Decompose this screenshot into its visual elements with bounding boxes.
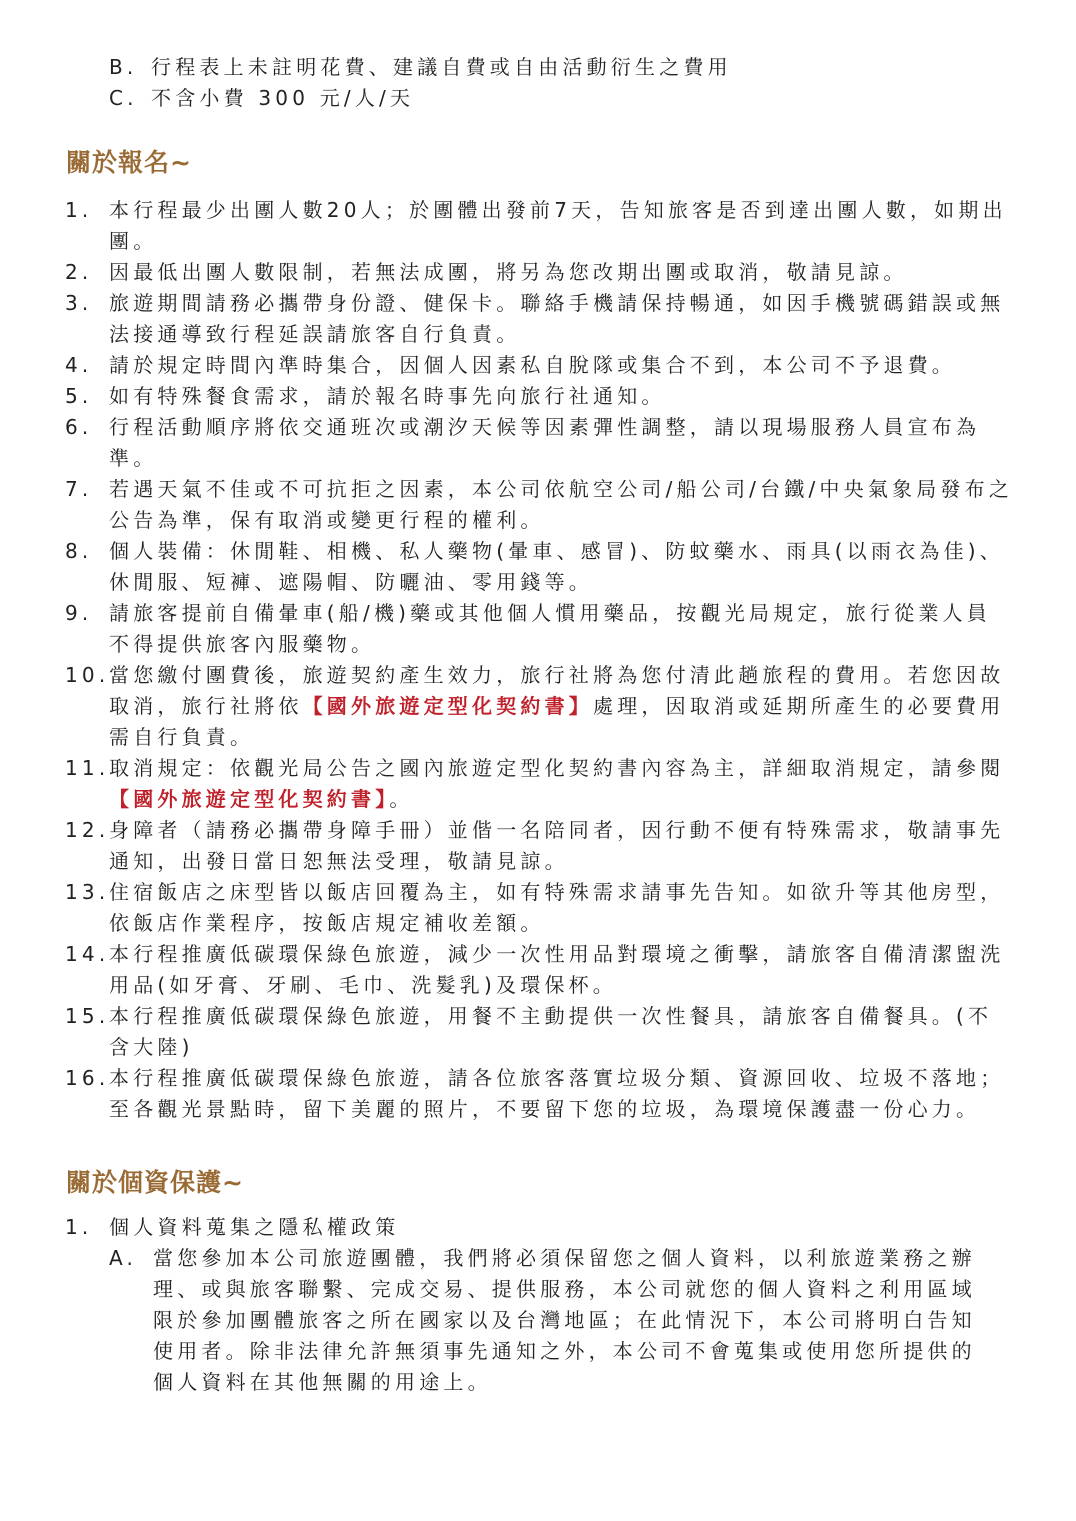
list-marker: 5. xyxy=(65,384,93,408)
list-marker: 9. xyxy=(65,601,93,625)
list-text: 請於規定時間內準時集合，因個人因素私自脫隊或集合不到，本公司不予退費。 xyxy=(109,353,956,377)
list-text: 本行程推廣低碳環保綠色旅遊，用餐不主動提供一次性餐具，請旅客自備餐具。(不含大陸) xyxy=(109,1004,993,1059)
list-text: 本行程推廣低碳環保綠色旅遊，請各位旅客落實垃圾分類、資源回收、垃圾不落地；至各觀光景點時，留下美麗的照片，不要留下您的垃圾，為環境保護盡一份心力。 xyxy=(109,1066,1005,1121)
privacy-list xyxy=(0,1212,1076,1398)
list-marker: 15. xyxy=(65,1004,110,1028)
list-item xyxy=(0,753,1076,815)
list-marker: 3. xyxy=(65,291,93,315)
list-marker: B. xyxy=(109,55,138,79)
list-item xyxy=(0,52,1076,83)
list-text-before: 取消規定：依觀光局公告之國內旅遊定型化契約書內容為主，詳細取消規定，請參閱 xyxy=(109,756,1005,780)
list-text-before: 當您繳付團費後，旅遊契約產生效力，旅行社將為您付清此趟旅程的費用。若您因故取消，旅行社將依 xyxy=(109,663,1005,718)
list-item xyxy=(0,877,1076,939)
list-marker: 16. xyxy=(65,1066,110,1090)
list-text: 如有特殊餐食需求，請於報名時事先向旅行社通知。 xyxy=(109,384,666,408)
contract-reference: 【國外旅遊定型化契約書】 xyxy=(109,787,390,811)
list-item xyxy=(0,598,1076,660)
list-item xyxy=(0,83,1076,114)
list-item xyxy=(0,412,1076,474)
list-marker: 4. xyxy=(65,353,93,377)
list-item xyxy=(0,815,1076,877)
list-item xyxy=(0,474,1076,536)
list-text xyxy=(109,660,1076,753)
list-text: 旅遊期間請務必攜帶身份證、健保卡。聯絡手機請保持暢通，如因手機號碼錯誤或無法接通導致行程延誤請旅客自行負責。 xyxy=(109,291,1005,346)
list-item xyxy=(0,1063,1076,1125)
list-text: 本行程最少出團人數20人；於團體出發前7天，告知旅客是否到達出團人數，如期出團。 xyxy=(109,198,1007,253)
list-item xyxy=(0,195,1076,257)
list-text: 行程表上未註明花費、建議自費或自由活動衍生之費用 xyxy=(151,55,732,79)
list-text: 住宿飯店之床型皆以飯店回覆為主，如有特殊需求請事先告知。如欲升等其他房型，依飯店作業程序，按飯店規定補收差額。 xyxy=(109,880,1005,935)
list-marker: 1. xyxy=(65,198,93,222)
list-marker: 8. xyxy=(65,539,93,563)
list-text: 當您參加本公司旅遊團體，我們將必須保留您之個人資料，以利旅遊業務之辦理、或與旅客聯繫、完成交易、提供服務，本公司就您的個人資料之利用區域限於參加團體旅客之所在國家以及台灣地區；在此情況下，本公司將明白告知使用者。除非法律允許無須事先通知之外，本公司不會蒐集或使用您所提供的個人資料在其他無關的用途上。 xyxy=(153,1246,976,1394)
list-marker: 10. xyxy=(65,663,110,687)
list-text: 本行程推廣低碳環保綠色旅遊，減少一次性用品對環境之衝擊，請旅客自備清潔盥洗用品(如牙膏、牙刷、毛巾、洗髮乳)及環保杯。 xyxy=(109,942,1005,997)
list-text: 因最低出團人數限制，若無法成團，將另為您改期出團或取消，敬請見諒。 xyxy=(109,260,908,284)
list-text-after: 。 xyxy=(389,787,414,811)
list-text: 身障者（請務必攜帶身障手冊）並偕一名陪同者，因行動不便有特殊需求，敬請事先通知，出發日當日恕無法受理，敬請見諒。 xyxy=(109,818,1005,873)
list-marker: 14. xyxy=(65,942,110,966)
list-text xyxy=(109,753,1076,815)
registration-list xyxy=(0,195,1076,1125)
list-marker: 1. xyxy=(65,1215,93,1239)
registration-heading: 關於報名~ xyxy=(66,148,192,177)
list-text: 個人裝備：休閒鞋、相機、私人藥物(暈車、感冒)、防蚊藥水、雨具(以雨衣為佳)、休閒服、短褲、遮陽帽、防曬油、零用錢等。 xyxy=(109,539,1005,594)
list-item xyxy=(0,288,1076,350)
list-text: 個人資料蒐集之隱私權政策 xyxy=(109,1215,400,1239)
list-item xyxy=(0,350,1076,381)
list-item xyxy=(0,939,1076,1001)
privacy-heading: 關於個資保護~ xyxy=(66,1168,244,1197)
list-text: 請旅客提前自備暈車(船/機)藥或其他個人慣用藥品，按觀光局規定，旅行從業人員不得提供旅客內服藥物。 xyxy=(109,601,991,656)
list-item xyxy=(0,381,1076,412)
list-text: 若遇天氣不佳或不可抗拒之因素，本公司依航空公司/船公司/台鐵/中央氣象局發布之公告為準，保有取消或變更行程的權利。 xyxy=(109,477,1014,532)
list-item xyxy=(0,257,1076,288)
list-marker: 13. xyxy=(65,880,110,904)
fee-exclusion-list xyxy=(0,52,1076,114)
list-marker: 6. xyxy=(65,415,93,439)
list-item xyxy=(0,1243,1076,1398)
list-marker: 12. xyxy=(65,818,110,842)
list-text-after: 處理，因取消或延期所產生的必要費用需自行負責。 xyxy=(109,694,1005,749)
list-marker: 7. xyxy=(65,477,93,501)
list-item xyxy=(0,660,1076,753)
list-item xyxy=(0,1212,1076,1243)
contract-reference: 【國外旅遊定型化契約書】 xyxy=(302,694,594,718)
list-text: 不含小費 300 元/人/天 xyxy=(151,86,415,110)
list-marker: 11. xyxy=(65,756,110,780)
list-marker: A. xyxy=(109,1246,138,1270)
list-item xyxy=(0,1001,1076,1063)
list-marker: 2. xyxy=(65,260,93,284)
list-marker: C. xyxy=(109,86,138,110)
list-text: 行程活動順序將依交通班次或潮汐天候等因素彈性調整，請以現場服務人員宣布為準。 xyxy=(109,415,981,470)
list-item xyxy=(0,536,1076,598)
